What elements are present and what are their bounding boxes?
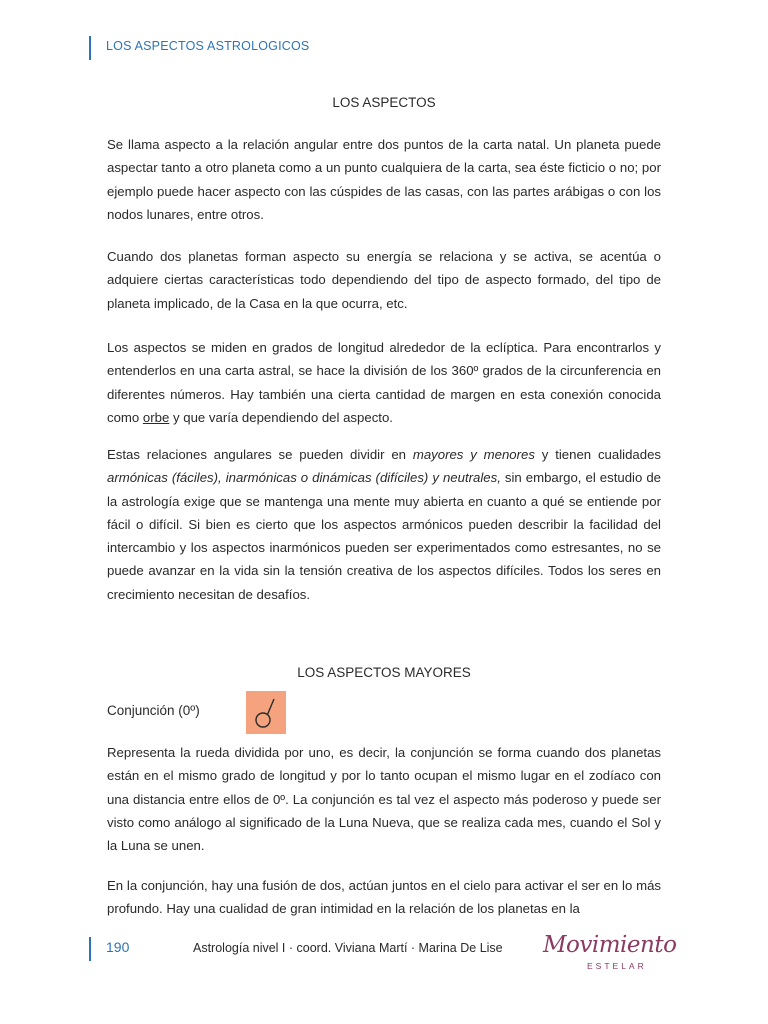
conjunction-glyph-icon xyxy=(246,691,286,734)
page-number: 190 xyxy=(106,939,130,955)
section-title-aspectos-mayores: LOS ASPECTOS MAYORES xyxy=(297,665,471,680)
paragraph-4: Estas relaciones angulares se pueden dividir en mayores y menores y tienen cualidades armónicas (fáciles), inarmónicas o dinámicas (difíciles) y neutrales, sin embargo, el estudio de la astrología exige que se mantenga una mente muy abierta en cuanto a qué se entiende por fácil o difícil. Si bien es cierto que los aspectos armónicos pueden describir la facilidad del intercambio y los aspectos inarmónicos pueden ser experimentados como estresantes, no se puede avanzar en la vida sin la tensión creativa de los aspectos difíciles. Todos los seres en crecimiento necesitan de desafíos. xyxy=(107,447,661,602)
header-accent-bar xyxy=(89,36,91,60)
orbe-term: orbe xyxy=(142,409,170,425)
movimiento-estelar-logo xyxy=(543,932,693,976)
running-header: LOS ASPECTOS ASTROLOGICOS xyxy=(106,39,310,53)
section-title-aspectos: LOS ASPECTOS xyxy=(332,95,436,110)
logo-script-text: Movimiento xyxy=(543,932,677,958)
paragraph-5: Representa la rueda dividida por uno, es decir, la conjunción se forma cuando dos planetas están en el mismo grado de longitud y por lo tanto ocupan el mismo lugar en el zodíaco con una distancia entre ellos de 0º. La conjunción es tal vez el aspecto más poderoso y puede ser visto como análogo al significado de la Luna Nueva, que se realiza cada mes, cuando el Sol y la Luna se unen. xyxy=(107,745,661,854)
paragraph-3: Los aspectos se miden en grados de longitud alrededor de la eclíptica. Para encontrarlos y entenderlos en una carta astral, se hace la división de los 360º grados de la circunferencia en diferentes números. Hay también una cierta cantidad de margen en esta conexión conocida como orbe y que varía dependiendo del aspecto. xyxy=(107,340,661,425)
paragraph-6: En la conjunción, hay una fusión de dos, actúan juntos en el cielo para activar el ser en lo más profundo. Hay una cualidad de gran intimidad en la relación de los planetas en la xyxy=(107,878,661,917)
paragraph-2: Cuando dos planetas forman aspecto su energía se relaciona y se activa, se acentúa o adquiere ciertas características todo dependiendo del tipo de aspecto formado, del tipo de planeta implicado, de la Casa en la que ocurra, etc. xyxy=(107,249,661,311)
conjuncion-label: Conjunción (0º) xyxy=(107,703,200,718)
footer-credits: Astrología nivel I · coord. Viviana Martí · Marina De Lise xyxy=(193,941,503,955)
footer-accent-bar xyxy=(89,937,91,961)
mayores-menores-term: mayores y menores xyxy=(412,447,535,462)
paragraph-1: Se llama aspecto a la relación angular entre dos puntos de la carta natal. Un planeta puede aspectar tanto a otro planeta como a un punto cualquiera de la carta, sea éste ficticio o no; por ejemplo puede hacer aspecto con las cúspides de las casas, con las partes arábigas o con los nodos lunares, entre otros. xyxy=(107,137,661,222)
qualities-term: armónicas (fáciles), inarmónicas o dinámicas (difíciles) y neutrales, xyxy=(107,470,501,486)
logo-subtitle: ESTELAR xyxy=(587,961,647,971)
